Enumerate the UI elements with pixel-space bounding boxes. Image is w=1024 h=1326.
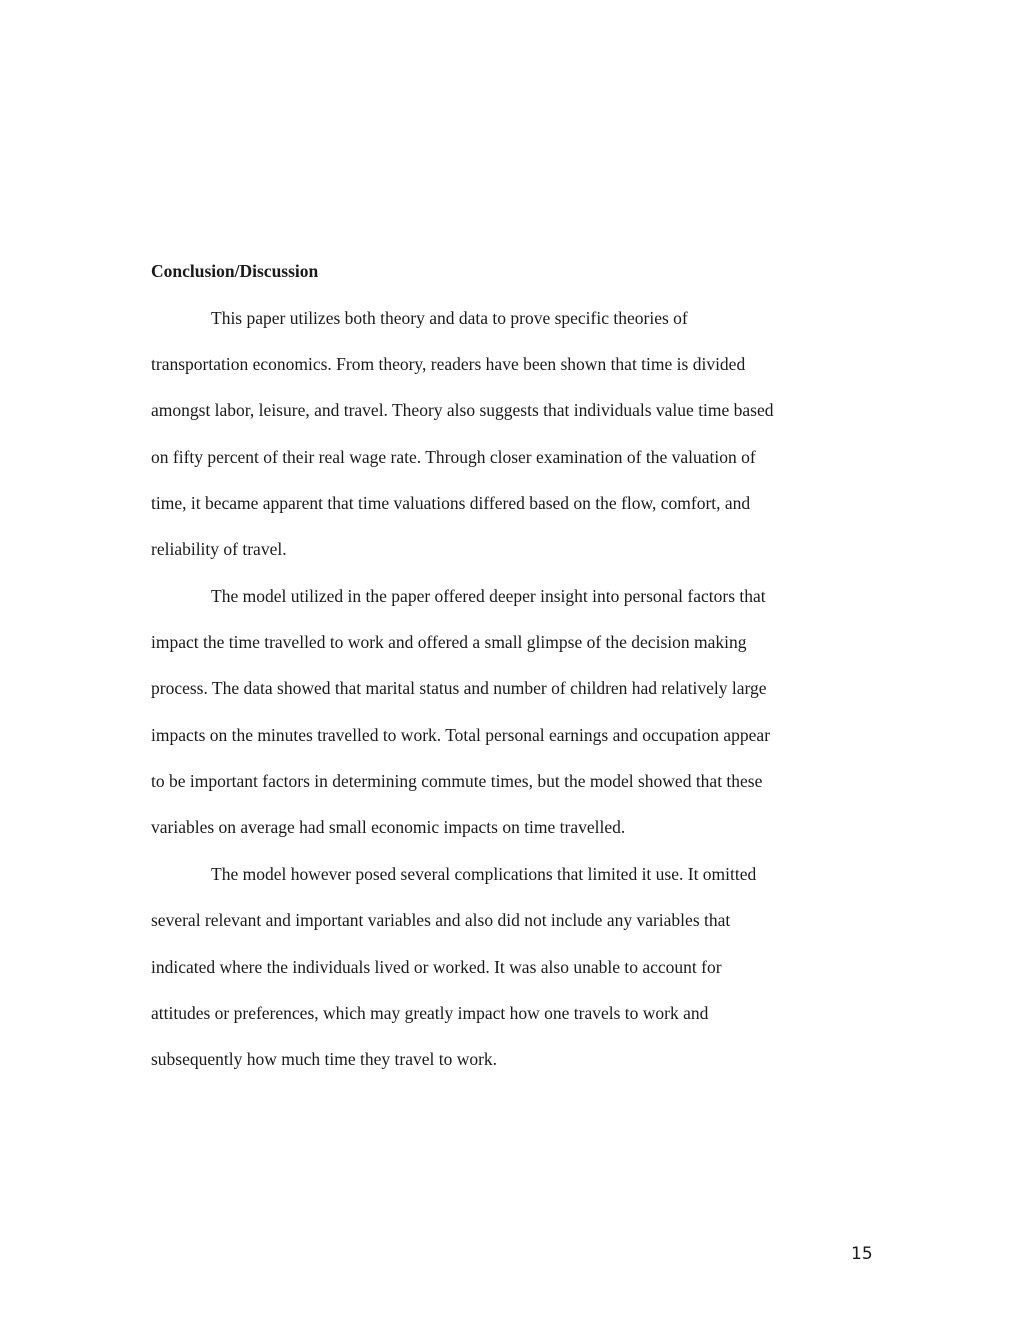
- paragraph-2-line-3: process. The data showed that marital status and number of children had relatively large: [151, 678, 767, 698]
- paragraph-3-line-2: several relevant and important variables and also did not include any variables that: [151, 910, 731, 930]
- paragraph-3-line-5: subsequently how much time they travel to work.: [151, 1049, 498, 1069]
- paragraph-1-line-6: reliability of travel.: [151, 539, 287, 559]
- paragraph-3-line-1: The model however posed several complications that limited it use. It omitted: [211, 864, 757, 884]
- paragraph-1-line-5: time, it became apparent that time valuations differed based on the flow, comfort, and: [151, 493, 751, 513]
- paragraph-2-line-6: variables on average had small economic impacts on time travelled.: [151, 817, 626, 837]
- paragraph-3-line-3: indicated where the individuals lived or worked. It was also unable to account for: [151, 957, 722, 977]
- paragraph-3-line-4: attitudes or preferences, which may greatly impact how one travels to work and: [151, 1003, 709, 1023]
- paragraph-1-line-2: transportation economics. From theory, readers have been shown that time is divided: [151, 354, 746, 374]
- paragraph-2-line-2: impact the time travelled to work and offered a small glimpse of the decision making: [151, 632, 747, 652]
- paragraph-1-line-1: This paper utilizes both theory and data to prove specific theories of: [211, 308, 688, 328]
- paragraph-2-line-4: impacts on the minutes travelled to work. Total personal earnings and occupation appear: [151, 725, 771, 745]
- paragraph-1-line-3: amongst labor, leisure, and travel. Theory also suggests that individuals value time based: [151, 400, 774, 420]
- section-heading: Conclusion/Discussion: [151, 261, 319, 281]
- paragraph-1-line-4: on fifty percent of their real wage rate. Through closer examination of the valuation of: [151, 447, 756, 467]
- page-number: 15: [851, 1244, 873, 1264]
- paragraph-2-line-5: to be important factors in determining commute times, but the model showed that these: [151, 771, 763, 791]
- paragraph-2-line-1: The model utilized in the paper offered deeper insight into personal factors that: [211, 586, 766, 606]
